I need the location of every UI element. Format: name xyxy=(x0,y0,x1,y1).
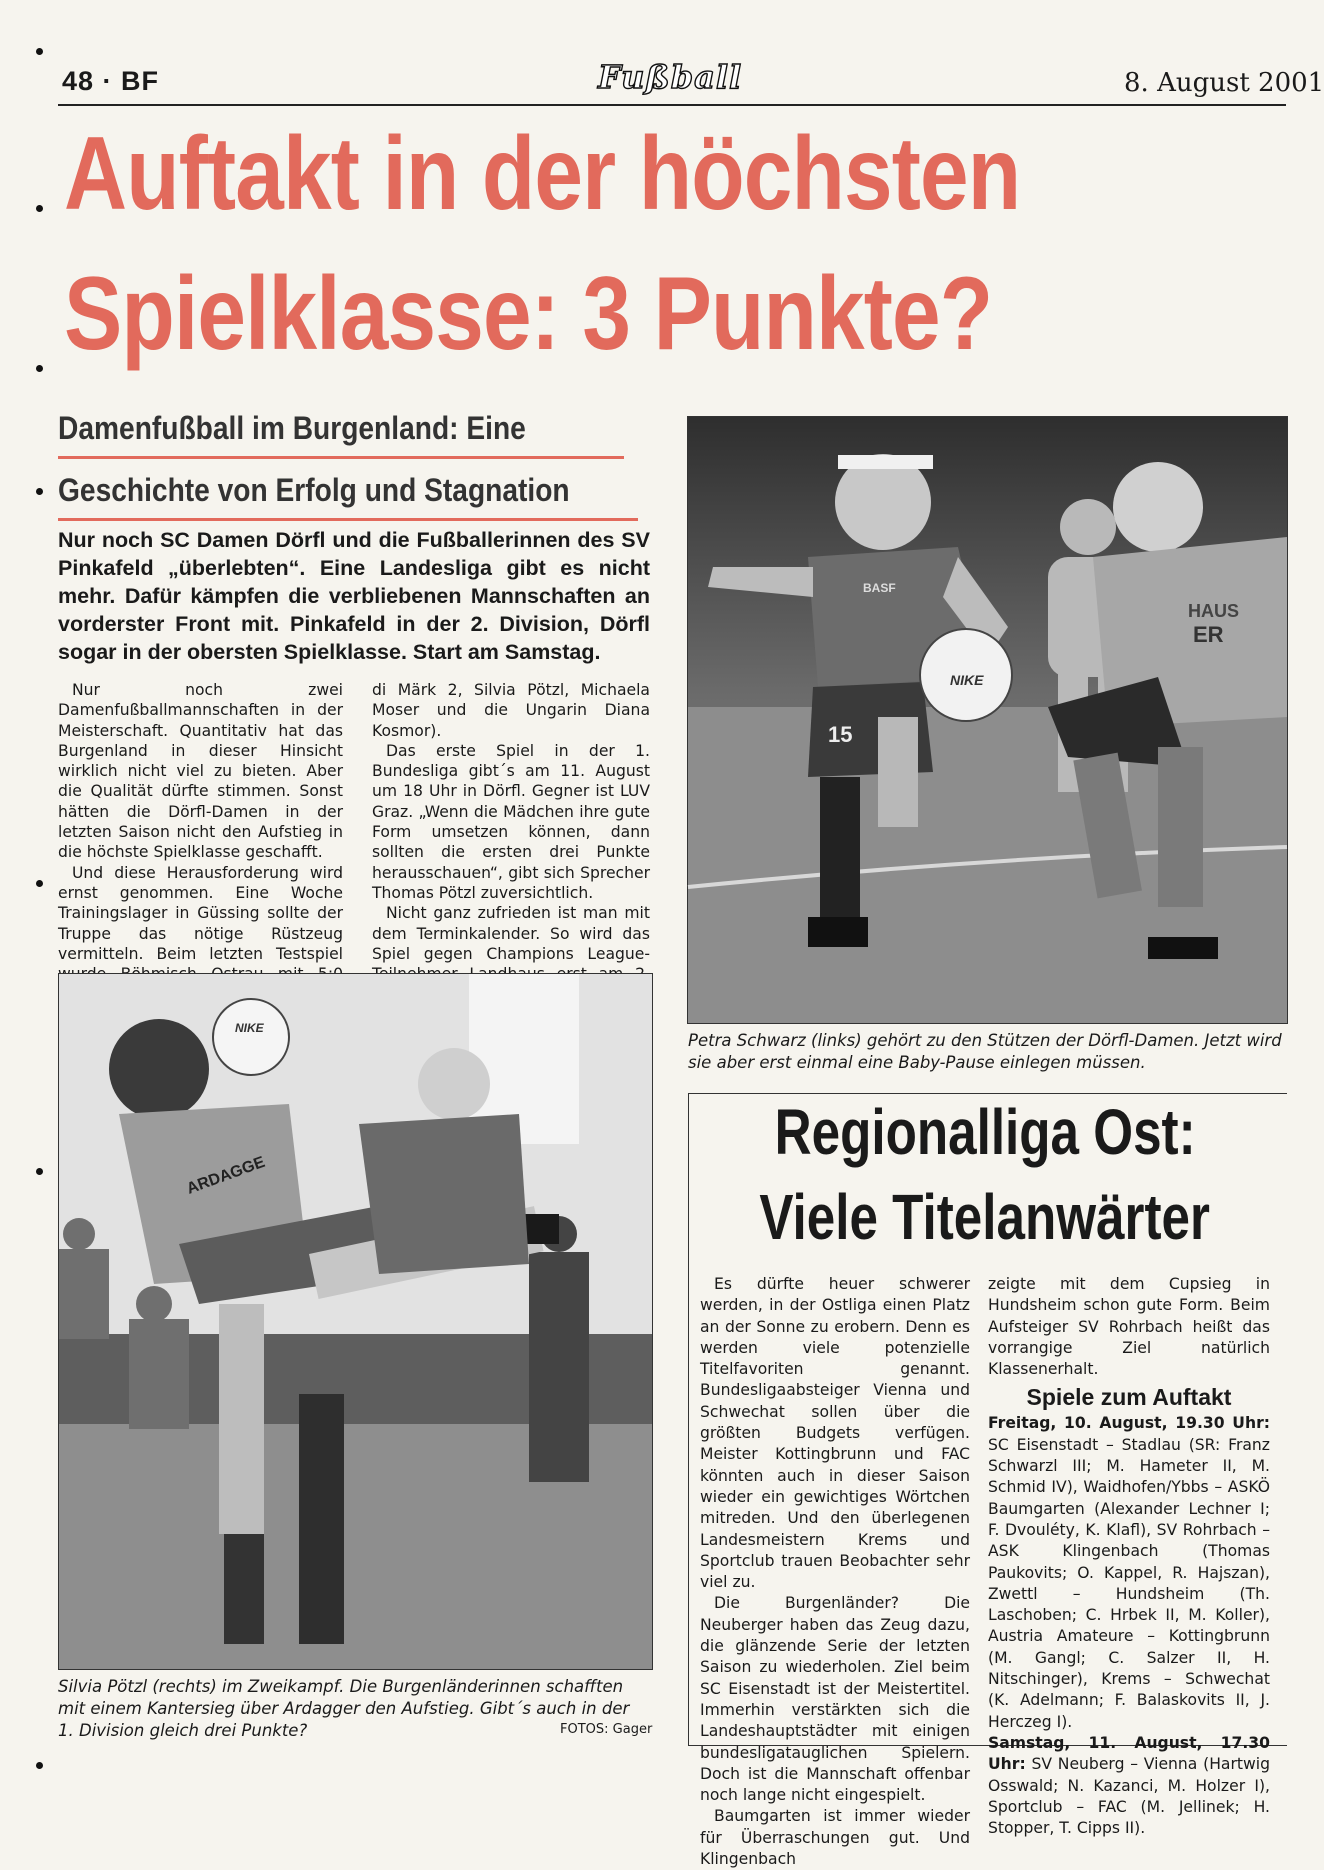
ball-brand: NIKE xyxy=(235,1021,264,1035)
paragraph: Und diese Herausforderung wird ernst genommen. Eine Woche Trainingslager in Güssing sollte der Truppe das nötige Rüstzeug vermitteln. Beim letzten Testspiel xyxy=(58,863,343,963)
paragraph: zeigte mit dem Cupsieg in Hundsheim schon gute Form. Beim Aufsteiger SV Rohrbach heißt das vorrangige Ziel natürlich Klassenerhalt. xyxy=(988,1275,1270,1379)
photo-silvia-poetzl xyxy=(58,973,653,1670)
subhead-line-1: Damenfußball im Burgenland: Eine xyxy=(58,410,526,446)
binder-hole xyxy=(36,48,43,55)
paragraph: Die Burgenländer? Die Neuberger haben das Zeug dazu, die glänzende Serie der letzten Saison zu wiederholen. Ziel beim SC Eisenstadt ist der Meistertitel. Immerhin verstärkten sich die Landeshauptstädter mit einigen bundesligatauglichen Spielern. Doch ist die Mannschaft offenbar noch lange nicht eingespielt. xyxy=(700,1594,970,1805)
photo-caption-2: Silvia Pötzl (rechts) im Zweikampf. Die Burgenländerinnen schafften mit einem Kantersieg über Ardagger den Aufstieg. Gibt´s auch in der 1. Division gleich drei Punkte? xyxy=(58,1677,630,1740)
issue-date: 8. August 2001 xyxy=(1124,68,1324,98)
headline-line-1: Auftakt in der höchsten xyxy=(64,116,1021,232)
binder-hole xyxy=(36,880,43,887)
binder-hole xyxy=(36,205,43,212)
header-rule xyxy=(58,104,1286,106)
binder-hole xyxy=(36,1762,43,1769)
shirt-text: BASF xyxy=(863,581,896,595)
paragraph: Baumgarten ist immer wieder für Überraschungen gut. Und Klingenbach xyxy=(700,1807,970,1869)
paragraph: Es dürfte heuer schwerer werden, in der Ostliga einen Platz an der Sonne zu erobern. Denn es werden viele potenzielle Titelfavoriten genannt. Bundesligaabsteiger Vienna und Schwechat sollen über die größten Budgets verfügen. Meister Kottingbrunn und FAC könnten auch in dieser Saison wieder ein gewichtiges Wörtchen mitreden. Und den überlegenen Landesmeistern Krems und Sportclub trauen Beobachter sehr viel zu. xyxy=(700,1275,970,1592)
photo-credit: FOTOS: Gager xyxy=(560,1722,653,1737)
article-column-2 xyxy=(372,680,650,1005)
fixtures-saturday-label: Samstag, 11. August, 17.30 Uhr: xyxy=(988,1733,1270,1774)
fixtures-friday: SC Eisenstadt – Stadlau (SR: Franz Schwarzl III; M. Hameter II, M. Schmid IV), Waidhofen/Ybbs – ASKÖ Baumgarten (Alexander Lechner I; F. Dvouléty, K. Klafl), SV Rohrbach – ASK Klingenbach (Thomas Paukovits; O. Kappel, R. Hajszan), Zwettl – Hundsheim (Th. Laschoben; C. Hrbek II, M. Koller), Austria Amateure – Kottingbrunn (M. Gangl; C. Salzer II, H. Nitschinger), Krems – Schwechat (K. Adelmann; F. Balaskovits II, J. Herczeg I). xyxy=(988,1435,1270,1731)
shirt-text: ARDAGGE xyxy=(184,1153,268,1198)
paragraph: di Märk 2, Silvia Pötzl, Michaela Moser und die Ungarin Diana Kosmor). xyxy=(372,681,650,740)
article2-title-1: Regionalliga Ost: xyxy=(774,1096,1196,1168)
ball-brand: NIKE xyxy=(950,672,984,688)
article-column-1 xyxy=(58,680,343,1005)
paragraph: Nur noch zwei Damenfußballmannschaften in der Meisterschaft. Quantitativ hat das Burgenland in dieser Hinsicht wirklich nicht viel zu bieten. Aber die Qualität dürfte stimmen. Sonst hätten die Dörfl-Damen in der letzten Saison nicht den Aufstieg in die höchste Spielklasse geschafft. xyxy=(58,681,343,862)
jersey-number: 15 xyxy=(828,722,853,747)
binder-hole xyxy=(36,365,43,372)
fixtures-saturday: SV Neuberg – Vienna (Hartwig Osswald; N. Kazanci, M. Holzer I), Sportclub – FAC (M. Jellinek; H. Stopper, T. Cipps II). xyxy=(988,1755,1270,1838)
article-lead: Nur noch SC Damen Dörfl und die Fußballerinnen des SV Pinkafeld „überlebten“. Eine Landesliga gibt es nicht mehr. Dafür kämpfen die verbliebenen Mannschaften an vorderster Front mit. Pinkafeld in der 2. Division, Dörfl sogar in der obersten Spielklasse. Start am Samstag. xyxy=(58,528,650,664)
article2-title-2: Viele Titelanwärter xyxy=(759,1181,1211,1253)
fixtures-friday-label: Freitag, 10. August, 19.30 Uhr: xyxy=(988,1414,1270,1433)
photo-petra-schwarz xyxy=(687,416,1288,1024)
photo-caption-1: Petra Schwarz (links) gehört zu den Stützen der Dörfl-Damen. Jetzt wird sie aber erst einmal eine Baby-Pause einlegen müssen. xyxy=(688,1031,1282,1072)
sponsor-text: HAUS xyxy=(1188,601,1240,621)
binder-hole xyxy=(36,1168,43,1175)
paragraph: Das erste Spiel in der 1. Bundesliga gibt´s am 11. August um 18 Uhr in Dörfl. Gegner ist LUV Graz. „Wenn die Mädchen ihre gute Form umsetzen können, dann sollten die ersten drei Punkte herausschauen“, gibt sich Sprecher Thomas Pötzl zuversichtlich. xyxy=(372,741,650,902)
page-number: 48 · BF xyxy=(62,66,160,96)
subhead-underline xyxy=(58,456,624,459)
headline-line-2: Spielklasse: 3 Punkte? xyxy=(64,256,993,372)
article2-column-1 xyxy=(700,1274,970,1870)
paragraph: Nicht ganz zufrieden ist man mit dem Terminkalender. So wird das Spiel gegen Champions League- xyxy=(372,904,650,963)
binder-hole xyxy=(36,488,43,495)
fixtures-heading: Spiele zum Auftakt xyxy=(1026,1384,1232,1411)
sponsor-text-2: ER xyxy=(1193,622,1224,647)
subhead-underline xyxy=(58,518,638,521)
article2-column-2 xyxy=(988,1274,1270,1839)
subhead-line-2: Geschichte von Erfolg und Stagnation xyxy=(58,472,570,508)
section-title: Fußball xyxy=(598,58,743,96)
